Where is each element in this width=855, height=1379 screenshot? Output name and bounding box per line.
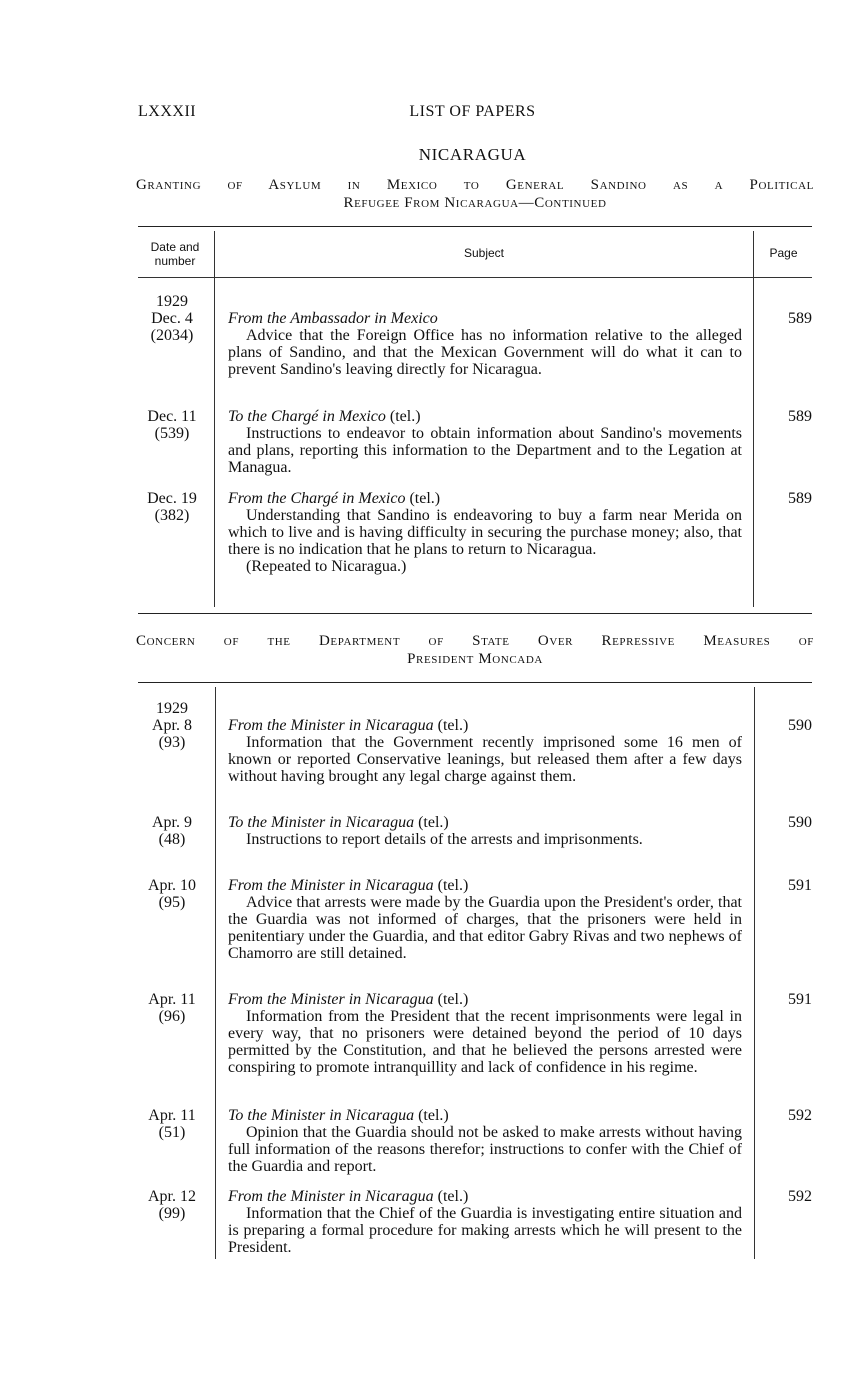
entry-number: (48) [158,831,186,848]
entry-tel: (tel.) [418,1107,449,1124]
entry-tel: (tel.) [437,717,469,734]
table-top-rule [138,226,812,227]
entry-date [136,293,208,344]
entry-subject [228,814,742,848]
entry-page: 591 [788,877,812,894]
entry-date-text: Dec. 11 [147,408,197,425]
entry-title [228,814,742,831]
entry-title-text: From the Ambassador in Mexico [228,310,438,327]
entry-title-text: To the Minister in Nicaragua [228,1107,415,1124]
running-title: LIST OF PAPERS [409,103,536,120]
entry-body: Instructions to endeavor to obtain information about Sandino's movements and plans, reporting this information to the Department and to the Legation at Managua. [228,425,742,476]
entry-subject [228,490,742,575]
entry-page: 592 [788,1107,812,1124]
entry-title [228,490,742,507]
entry-tel: (tel.) [437,991,469,1008]
entry-title-text: To the Minister in Nicaragua [228,814,415,831]
entry-number: (539) [154,425,190,442]
section-title [136,632,814,668]
section-title-line: President Moncada [407,651,543,667]
column-header-text: number [154,254,196,268]
entry-date-text: Apr. 9 [152,814,192,831]
entry-date-text: Apr. 11 [148,991,196,1008]
entry-date [136,408,208,442]
entry-date-text: Apr. 8 [152,717,192,734]
entry-year: 1929 [156,700,188,717]
entry-title-text: From the Minister in Nicaragua [228,717,434,734]
entry-number: (96) [158,1008,186,1025]
entry-date [136,490,208,524]
entry-tel: (tel.) [418,814,449,831]
entry-tel: (tel.) [409,490,441,507]
entry-title-text: From the Minister in Nicaragua [228,1188,434,1205]
section-title [136,176,814,212]
page-number-roman: LXXXII [138,103,197,120]
entry-note: (Repeated to Nicaragua.) [246,558,407,575]
column-divider [753,231,754,607]
entry-date-text: Apr. 10 [148,877,196,894]
column-divider [754,687,755,1259]
entry-date [136,1188,208,1222]
entry-number: (93) [158,734,186,751]
entry-title-text: From the Chargé in Mexico [228,490,406,507]
entry-page: 589 [788,408,812,425]
entry-date-text: Dec. 19 [147,490,197,507]
entry-subject [228,991,742,1076]
section-title-line: Concern of the Department of State Over Repressive Measures of [136,633,814,649]
entry-subject [228,1188,742,1256]
entry-date-text: Apr. 12 [148,1188,196,1205]
entry-title [228,408,742,425]
header-rule [138,277,812,278]
entry-title [228,1107,742,1124]
entry-title [228,310,742,327]
entry-body: Information that the Chief of the Guardia is investigating entire situation and is preparing a formal procedure for making arrests which he will present to the President. [228,1205,742,1256]
section-title-line: Granting of Asylum in Mexico to General Sandino as a Political [136,177,814,193]
column-header-date [138,240,212,268]
entry-page: 589 [788,310,812,327]
section-title-line: Refugee From Nicaragua—Continued [343,195,607,211]
entry-subject [228,1107,742,1175]
entry-title-text: To the Chargé in Mexico [228,408,386,425]
entry-subject [228,408,742,476]
entry-title-text: From the Minister in Nicaragua [228,877,434,894]
entry-page: 590 [788,814,812,831]
entry-number: (95) [158,894,186,911]
entry-year: 1929 [156,293,188,310]
entry-date [136,700,208,751]
entry-date-text: Dec. 4 [151,310,193,327]
entry-title [228,877,742,894]
entry-tel: (tel.) [389,408,421,425]
entry-subject [228,877,742,962]
entry-tel: (tel.) [437,877,469,894]
entry-body: Instructions to report details of the arrests and imprisonments. [246,831,643,848]
entry-title [228,991,742,1008]
column-header-page: Page [769,246,798,260]
entry-body: Advice that the Foreign Office has no information relative to the alleged plans of Sandino, and that the Mexican Government will do what it can to prevent Sandino's leaving directly for Nicaragua. [228,327,742,378]
table-bottom-rule [138,613,812,614]
entry-title-text: From the Minister in Nicaragua [228,991,434,1008]
table-top-rule [138,682,812,683]
entry-title [228,717,742,734]
entry-subject [228,310,742,378]
entry-title [228,1188,742,1205]
entry-body: Advice that arrests were made by the Guardia upon the President's order, that the Guardia was not informed of charges, that the prisoners were held in penitentiary under the Guardia, and that editor Gabry Rivas and two nephews of Chamorro are still detained. [228,894,742,962]
entry-date-text: Apr. 11 [148,1107,196,1124]
entry-date [136,991,208,1025]
entry-tel: (tel.) [437,1188,469,1205]
entry-date [136,877,208,911]
entry-body: Opinion that the Guardia should not be asked to make arrests without having full information of the reasons therefor; instructions to confer with the Chief of the Guardia and report. [228,1124,742,1175]
entry-body: Information from the President that the recent imprisonments were legal in every way, that no prisoners were detained beyond the period of 10 days permitted by the Constitution, and that he believed the persons arrested were conspiring to promote intranquillity and lack of confidence in his regime. [228,1008,742,1076]
entry-date [136,1107,208,1141]
entry-body: Information that the Government recently imprisoned some 16 men of known or reported Conservative leanings, but released them after a few days without having brought any legal charge against them. [228,734,742,785]
entry-subject [228,717,742,785]
column-header-text: Date and [150,240,200,254]
column-header-subject: Subject [463,246,505,260]
entry-number: (382) [154,507,190,524]
entry-body: Understanding that Sandino is endeavoring to buy a farm near Merida on which to live and is having difficulty in securing the purchase money; also, that there is no indication that he plans to return to Nicaragua. [228,507,742,558]
entry-page: 591 [788,991,812,1008]
entry-date [136,814,208,848]
entry-number: (2034) [150,327,194,344]
entry-number: (99) [158,1205,186,1222]
entry-page: 592 [788,1188,812,1205]
entry-number: (51) [158,1124,186,1141]
column-divider [214,231,215,607]
entry-page: 589 [788,490,812,507]
country-heading: NICARAGUA [418,145,527,164]
entry-page: 590 [788,717,812,734]
column-divider [215,687,216,1259]
